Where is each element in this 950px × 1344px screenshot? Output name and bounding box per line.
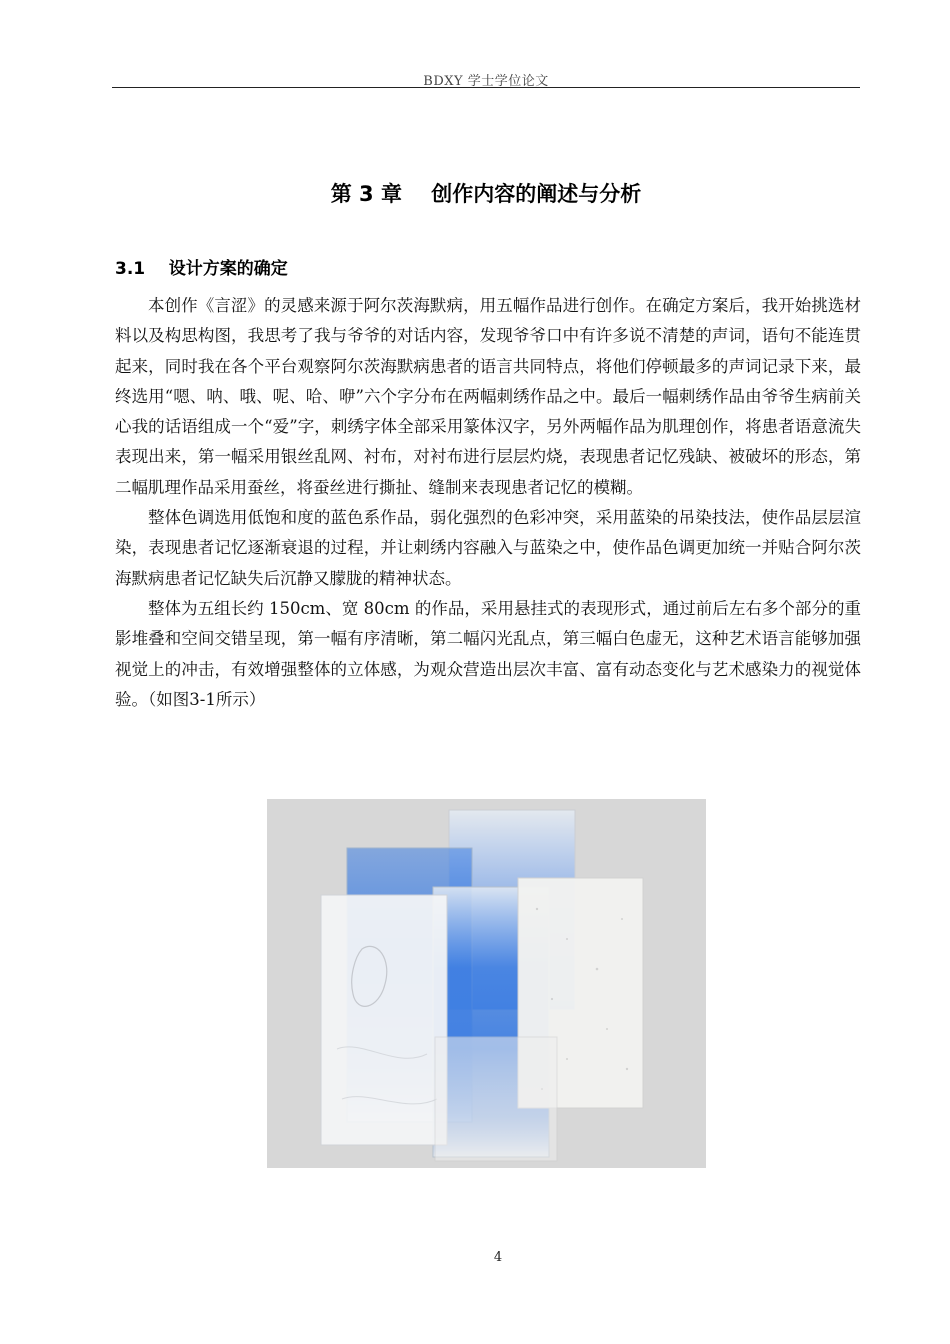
page-number: 4 (493, 1250, 503, 1265)
header-rule (112, 87, 860, 88)
chapter-title: 第 3 章 创作内容的阐述与分析 (330, 182, 642, 206)
section-title: 3.1 设计方案的确定 (115, 259, 288, 279)
panel-front-bottom (435, 1037, 557, 1161)
paragraph: 本创作《言涩》的灵感来源于阿尔茨海默病，用五幅作品进行创作。在确定方案后，我开始挑选材料以及构思构图，我思考了我与爷爷的对话内容，发现爷爷口中有许多说不清楚的声词，语句不能连贯起来，同时我在各个平台观察阿尔茨海默病患者的语言共同特点，将他们停顿最多的声词记录下来，最终选用“嗯、呐、哦、呢、哈、咿”六个字分布在两幅刺绣作品之中。最后一幅刺绣作品由爷爷生病前关心我的话语组成一个“爱”字，刺绣字体全部采用篆体汉字，另外两幅作品为肌理创作，将患者语意流失表现出来，第一幅采用银丝乱网、衬布，对衬布进行层层灼烧，表现患者记忆残缺、被破坏的形态，第二幅肌理作品采用蚕丝，将蚕丝进行撕扯、缝制来表现患者记忆的模糊。 (115, 296, 861, 497)
paragraph: 整体色调选用低饱和度的蓝色系作品，弱化强烈的色彩冲突，采用蓝染的吊染技法，使作品层层渲染，表现患者记忆逐渐衰退的过程，并让刺绣内容融入与蓝染之中，使作品色调更加统一并贴合阿尔茨海默病患者记忆缺失后沉静又朦胧的精神状态。 (115, 508, 861, 588)
running-header: BDXY 学士学位论文 (423, 74, 549, 89)
artwork-figure (267, 799, 706, 1168)
panel-silk-left (321, 895, 447, 1145)
body-text (115, 291, 861, 715)
artwork-photo (267, 799, 706, 1168)
paragraph: 整体为五组长约 150cm、宽 80cm 的作品，采用悬挂式的表现形式，通过前后左右多个部分的重影堆叠和空间交错呈现，第一幅有序清晰，第二幅闪光乱点，第三幅白色虚无，这种艺术语言能够加强视觉上的冲击，有效增强整体的立体感，为观众营造出层次丰富、富有动态变化与艺术感染力的视觉体验。（如图3-1所示） (115, 598, 861, 709)
